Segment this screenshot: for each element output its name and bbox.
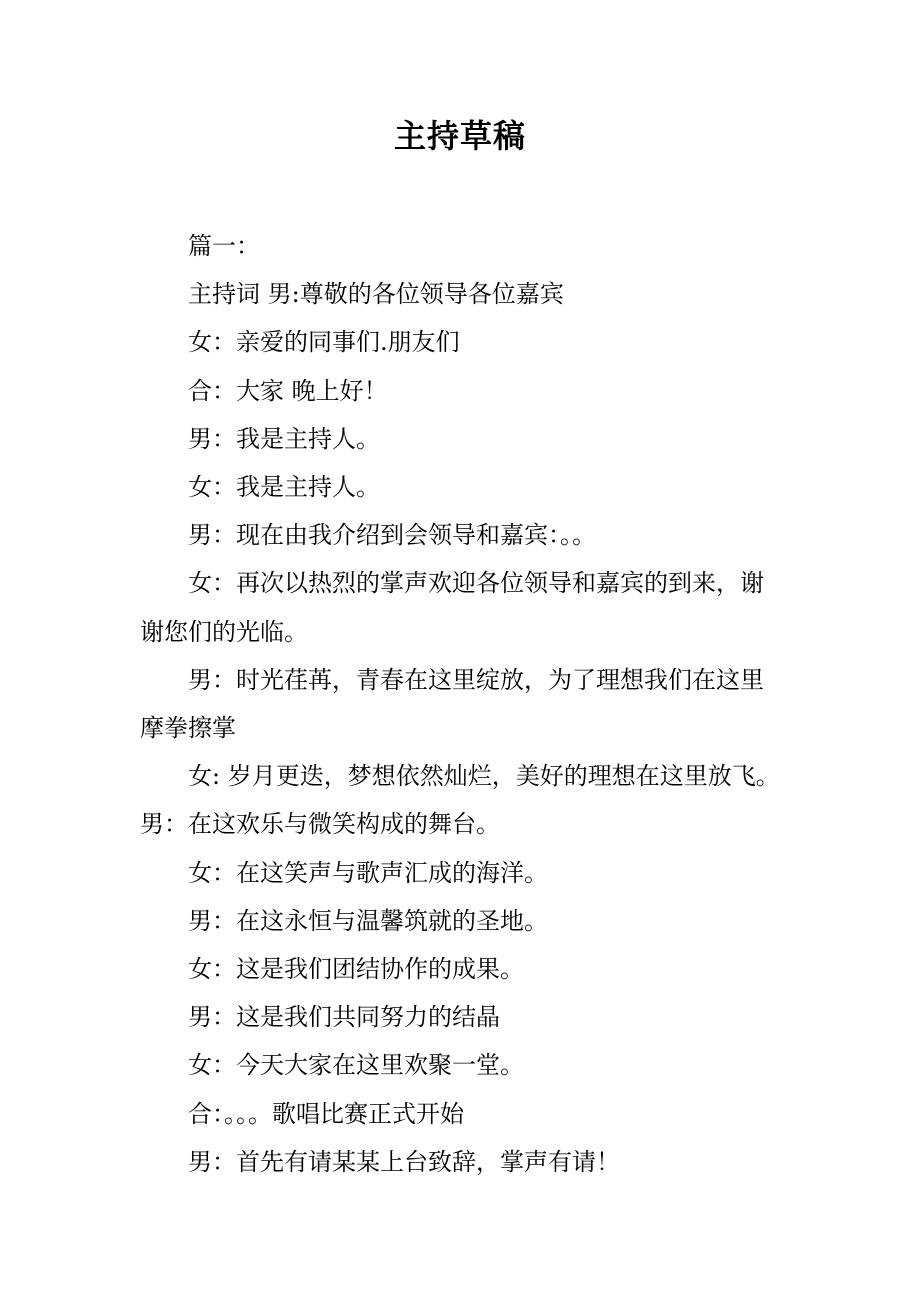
paragraph: 女：亲爱的同事们.朋友们 [188, 328, 460, 357]
paragraph: 女：今天大家在这里欢聚一堂。 [188, 1051, 524, 1080]
paragraph: 女：在这笑声与歌声汇成的海洋。 [188, 858, 548, 887]
paragraph: 男：在这永恒与温馨筑就的圣地。 [188, 906, 548, 935]
paragraph: 女：我是主持人。 [188, 473, 380, 502]
paragraph: 男：我是主持人。 [188, 424, 380, 453]
paragraph: 男：这是我们共同努力的结晶 [188, 1003, 500, 1032]
document-body [140, 222, 785, 1186]
paragraph: 女：这是我们团结协作的成果。 [188, 955, 524, 984]
paragraph: 男：首先有请某某上台致辞，掌声有请！ [188, 1147, 620, 1176]
paragraph: 篇一： [188, 232, 260, 260]
paragraph: 主持词 男:尊敬的各位领导各位嘉宾 [188, 280, 564, 309]
paragraph: 女: 岁月更迭，梦想依然灿烂，美好的理想在这里放飞。 [188, 762, 780, 791]
paragraph: 女：再次以热烈的掌声欢迎各位领导和嘉宾的到来，谢 [188, 569, 764, 598]
paragraph-continuation: 摩拳擦掌 [140, 714, 236, 743]
paragraph-continuation: 谢您们的光临。 [140, 617, 308, 646]
paragraph: 男：现在由我介绍到会领导和嘉宾：。。 [188, 521, 596, 550]
document-title: 主持草稿 [393, 117, 526, 155]
paragraph: 男：时光荏苒，青春在这里绽放，为了理想我们在这里 [188, 665, 764, 694]
paragraph: 男：在这欢乐与微笑构成的舞台。 [140, 810, 500, 839]
paragraph: 合：。。。歌唱比赛正式开始 [188, 1099, 464, 1128]
paragraph: 合：大家 晚上好！ [188, 376, 388, 405]
